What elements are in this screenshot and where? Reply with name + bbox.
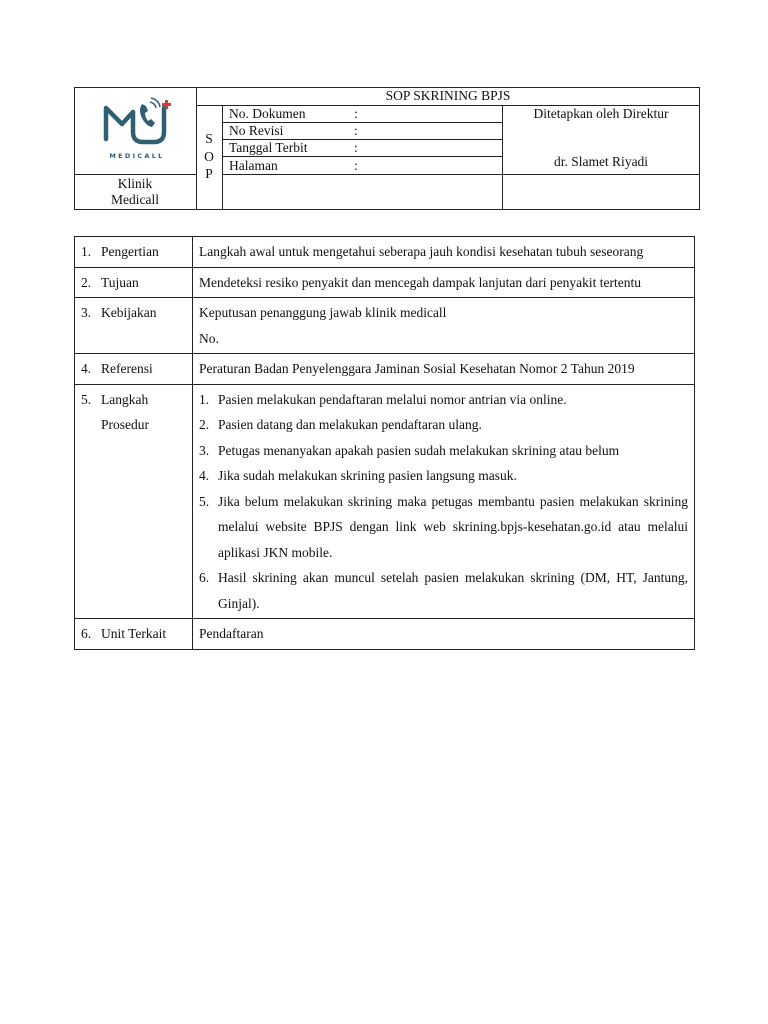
document-title: SOP SKRINING BPJS [385,88,511,103]
svg-text:MEDICALL: MEDICALL [109,152,165,160]
row-label-cell [75,298,193,354]
step-number: 2. [199,417,210,432]
field-label-tanggal-terbit: Tanggal Terbit [229,140,308,155]
step-number: 5. [199,493,210,509]
row-label-cell [75,354,193,385]
list-item [199,438,688,464]
step-number: 1. [199,391,210,407]
table-row [75,237,695,268]
row-content: Pendaftaran [199,626,264,641]
row-number: 1. [81,244,92,259]
clinic-name-line1: Klinik [117,176,153,191]
row-label-cell [75,384,193,619]
table-row [75,298,695,354]
step-number: 4. [199,468,210,483]
table-row [75,267,695,298]
row-content: No. [199,330,219,346]
row-label: Unit Terkait [101,626,167,641]
row-number: 6. [81,626,92,641]
row-content-cell [193,619,695,650]
list-item [199,387,688,413]
row-label-cell [75,619,193,650]
header-divider [222,156,502,157]
table-row [75,354,695,385]
row-content: Peraturan Badan Penyelenggara Jaminan Sosial Kesehatan Nomor 2 Tahun 2019 [199,361,635,376]
sop-letter: P [205,166,213,181]
field-label-halaman: Halaman [229,158,278,173]
table-row [75,384,695,619]
list-item [199,463,688,489]
field-separator: : [354,106,358,121]
list-item [199,565,688,616]
row-label: Referensi [101,361,153,376]
step-text: Jika belum melakukan skrining maka petugas membantu pasien melakukan skrining melalui website BPJS dengan link web skrining.bpjs-kesehatan.go.id atau melalui aplikasi JKN mobile. [218,493,688,560]
step-text: Jika sudah melakukan skrining pasien langsung masuk. [218,468,517,483]
row-number: 2. [81,274,92,290]
row-content-cell [193,298,695,354]
row-number: 3. [81,305,92,320]
row-number: 4. [81,361,92,376]
row-content: Keputusan penanggung jawab klinik medicall [199,305,447,320]
list-item [199,412,688,438]
row-content-cell [193,354,695,385]
field-separator: : [354,140,358,155]
clinic-logo [96,94,178,164]
header-divider [222,105,223,210]
clinic-name [74,176,196,208]
row-label-cell [75,267,193,298]
field-label-no-revisi: No Revisi [229,123,284,138]
row-label: Pengertian [101,244,159,259]
header-divider [222,174,700,175]
step-number: 3. [199,442,210,458]
row-content-cell [193,237,695,268]
table-row [75,619,695,650]
step-text: Petugas menanyakan apakah pasien sudah melakukan skrining atau belum [218,442,620,458]
row-label: Kebijakan [101,305,157,320]
row-content: Langkah awal untuk mengetahui seberapa jauh kondisi kesehatan tubuh seseorang [199,244,644,259]
sop-letter: S [205,131,213,146]
step-number: 6. [199,570,210,585]
row-number: 5. [81,391,92,407]
header-divider [74,174,196,175]
director-name: dr. Slamet Riyadi [553,154,649,169]
procedure-steps [199,387,688,617]
clinic-name-line2: Medicall [111,192,159,207]
row-content-cell [193,384,695,619]
step-text: Pasien melakukan pendaftaran melalui nomor antrian via online. [218,391,567,407]
sop-letter: O [204,149,214,164]
row-label-cell [75,237,193,268]
field-label-no-dokumen: No. Dokumen [229,106,306,121]
step-text: Pasien datang dan melakukan pendaftaran ulang. [218,417,482,432]
sop-content-table [74,236,695,650]
step-text: Hasil skrining akan muncul setelah pasien melakukan skrining (DM, HT, Jantung, Ginjal). [218,570,688,611]
row-label: Tujuan [101,274,139,290]
list-item [199,489,688,566]
field-separator: : [354,123,358,138]
approved-by: Ditetapkan oleh Direktur [533,106,669,121]
row-label: Langkah Prosedur [101,391,149,432]
medicall-logo-icon [96,94,178,164]
row-content: Mendeteksi resiko penyakit dan mencegah dampak lanjutan dari penyakit tertentu [199,274,641,290]
field-separator: : [354,158,358,173]
row-content-cell [193,267,695,298]
